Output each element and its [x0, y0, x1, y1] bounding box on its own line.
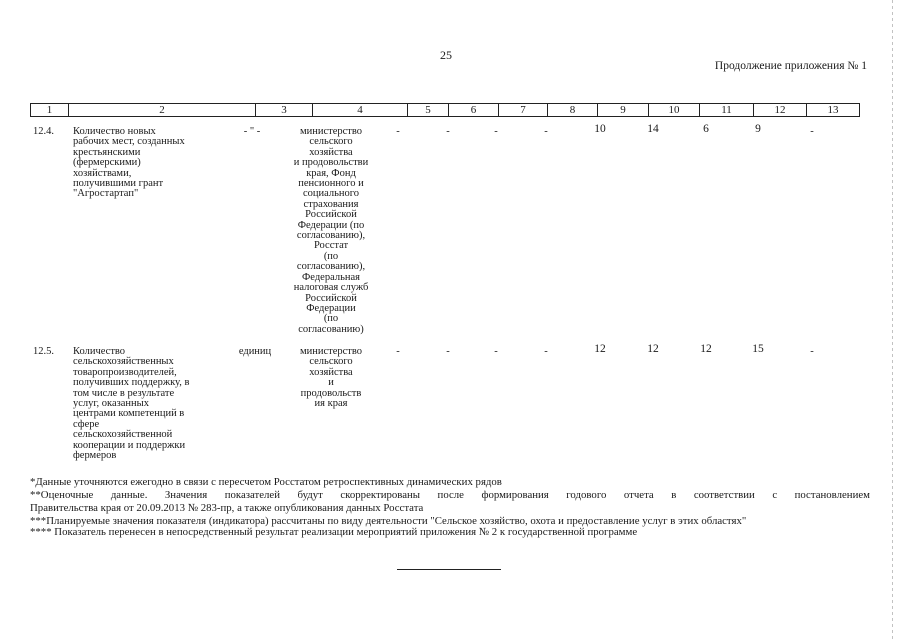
value-col-11: 12	[700, 343, 712, 355]
indicator-name: Количество сельскохозяйственных товаропроизводителей, получивших поддержку, в том числе в результате услуг, оказанных центрами компетенций в сфере сельскохозяйственной кооперации и поддержки фермеров	[73, 346, 190, 462]
header-col-12: 12	[754, 104, 807, 117]
value-col-13: -	[810, 126, 814, 137]
footnote-1: *Данные уточняются ежегодно в связи с пересчетом Росстатом ретроспективных динамических рядов	[30, 476, 502, 488]
value-col-11: 6	[703, 123, 709, 135]
value-col-10: 12	[647, 343, 659, 355]
header-col-10: 10	[649, 104, 700, 117]
indicator-name: Количество новых рабочих мест, созданных крестьянскими (фермерскими) хозяйствами, получившими грант "Агростартап"	[73, 126, 185, 200]
header-col-13: 13	[807, 104, 860, 117]
value-col-13: -	[810, 346, 814, 357]
header-col-2: 2	[69, 104, 256, 117]
header-col-6: 6	[449, 104, 499, 117]
header-col-3: 3	[256, 104, 313, 117]
header-col-11: 11	[700, 104, 754, 117]
header-col-5: 5	[408, 104, 449, 117]
header-col-9: 9	[598, 104, 649, 117]
executor: министерство сельского хозяйства и продовольстви края, Фонд пенсионного и социального страхования Российской Федерации (по согласованию), Росстат (по согласованию), Федеральная налоговая служб Российской Федерации (по согласованию)	[293, 126, 369, 335]
row-number: 12.4.	[33, 126, 54, 137]
closing-rule	[397, 569, 501, 570]
value-col-9: 10	[594, 123, 606, 135]
value-col-5: -	[396, 126, 400, 137]
value-col-8: -	[544, 126, 548, 137]
unit: - " -	[243, 126, 261, 137]
value-col-7: -	[494, 126, 498, 137]
footnote-4: **** Показатель перенесен в непосредственный результат реализации мероприятий приложения № 2 к государственной программе	[30, 526, 638, 538]
value-col-5: -	[396, 346, 400, 357]
value-col-9: 12	[594, 343, 606, 355]
value-col-12: 9	[755, 123, 761, 135]
value-col-8: -	[544, 346, 548, 357]
header-col-7: 7	[499, 104, 548, 117]
header-col-8: 8	[548, 104, 598, 117]
row-number: 12.5.	[33, 346, 54, 357]
executor: министерство сельского хозяйства и продовольств ия края	[299, 346, 363, 410]
footnote-2-cont: Правительства края от 20.09.2013 № 283-пр, а также опубликования данных Росстата	[30, 502, 424, 514]
header-col-4: 4	[313, 104, 408, 117]
value-col-7: -	[494, 346, 498, 357]
footnote-2: **Оценочные данные. Значения показателей будут скорректированы после формирования годового отчета в соответствии с постановлением	[30, 489, 870, 501]
value-col-6: -	[446, 126, 450, 137]
column-number-header	[30, 103, 860, 117]
continuation-caption: Продолжение приложения № 1	[714, 60, 867, 72]
page-edge-rule	[892, 0, 893, 640]
value-col-6: -	[446, 346, 450, 357]
value-col-10: 14	[647, 123, 659, 135]
value-col-12: 15	[752, 343, 764, 355]
footnote-3: ***Планируемые значения показателя (индикатора) рассчитаны по виду деятельности "Сельское хозяйство, охота и предоставление услуг в этих областях"	[30, 515, 747, 527]
header-col-1: 1	[31, 104, 69, 117]
page-number: 25	[440, 48, 452, 62]
unit: единиц	[238, 346, 272, 357]
